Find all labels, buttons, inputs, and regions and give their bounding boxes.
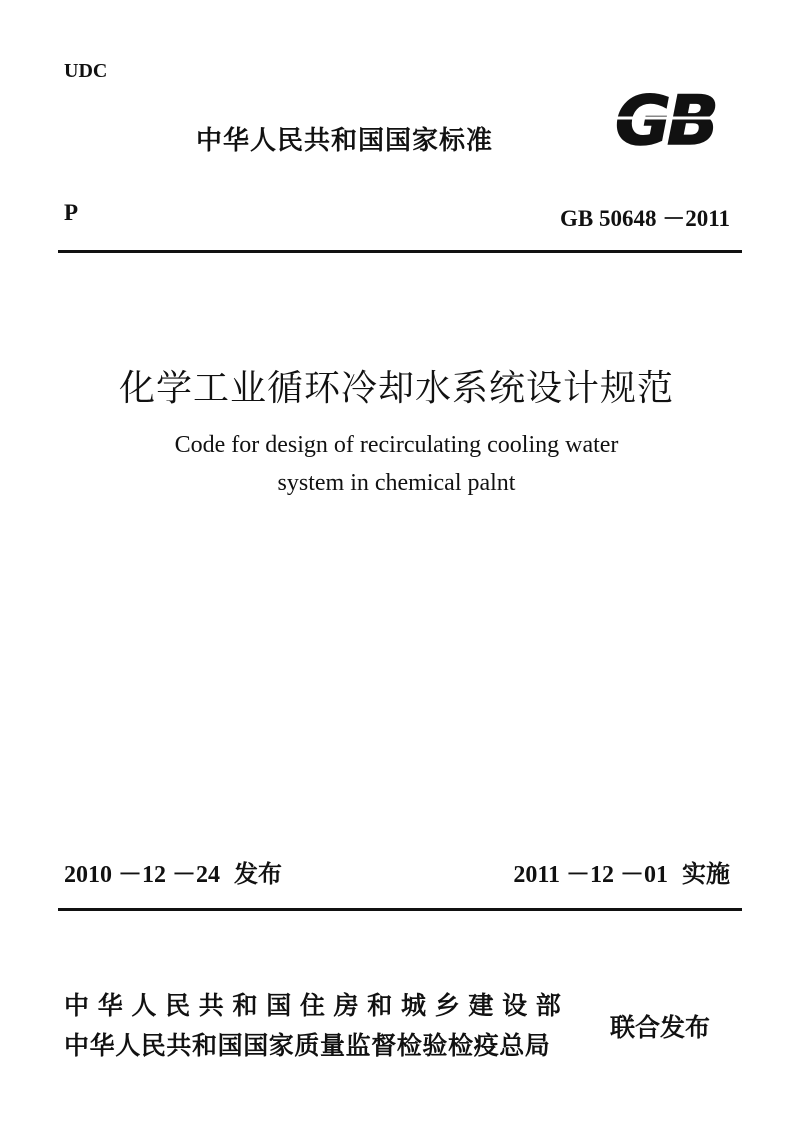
issue-date: 2010 －12 －24 [64, 862, 220, 888]
standard-type: 中华人民共和国国家标准 [196, 126, 494, 156]
implement-date: 2011 －12 －01 [513, 862, 668, 888]
title-english-line2: system in chemical palnt [277, 470, 516, 496]
title-english-line1: Code for design of recirculating cooling water [174, 432, 619, 458]
title-chinese: 化学工业循环冷却水系统设计规范 [118, 368, 674, 409]
udc-label: UDC [64, 60, 108, 82]
issue-date-block [64, 854, 282, 889]
implement-label: 实施 [682, 860, 730, 888]
bottom-divider [58, 908, 742, 911]
issue-label: 发布 [234, 860, 282, 888]
classification-code: P [64, 200, 79, 225]
issuer-line2: 中华人民共和国国家质量监督检验检疫总局 [64, 1031, 551, 1060]
gb-logo [597, 84, 733, 154]
gb-logo-icon [597, 84, 733, 154]
top-divider [58, 250, 742, 253]
issuer-line1: 中华人民共和国住房和城乡建设部 [64, 991, 570, 1020]
svg-text:GB: GB [615, 84, 715, 154]
implement-date-block [513, 854, 730, 889]
joint-issue-label: 联合发布 [610, 1013, 711, 1042]
standard-number: GB 50648 －2011 [560, 206, 730, 231]
